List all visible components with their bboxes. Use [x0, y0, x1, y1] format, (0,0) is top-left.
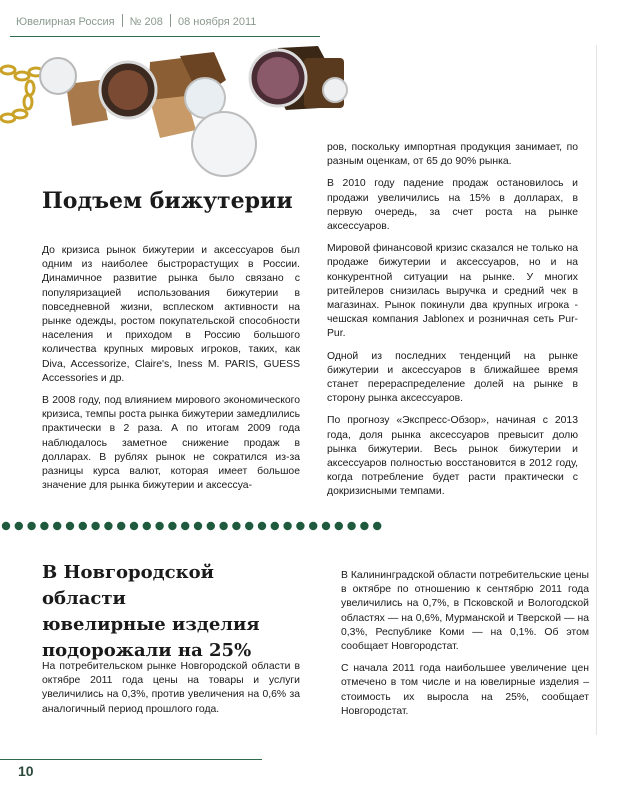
divider-dot — [27, 522, 35, 530]
divider-dot — [309, 522, 317, 530]
dotted-divider — [0, 519, 390, 533]
divider-dot — [322, 522, 330, 530]
divider-dot — [40, 522, 48, 530]
divider-dot — [271, 522, 279, 530]
page-header — [16, 14, 256, 28]
header-separator — [170, 14, 171, 27]
paragraph: В Калининградской области потребительские цены в октябре по отношению к сентябрю 2011 года увеличились на 0,7%, в Псковской и Вологодской областях — на 0,6%, Мурманской и Тверской — на 0,3%, Республике Коми — на 0,1%. Об этом сообщает Новгородстат. — [341, 570, 589, 653]
divider-dot — [53, 522, 61, 530]
article-column-right — [341, 569, 589, 727]
footer-rule — [0, 759, 262, 760]
divider-dot — [283, 522, 291, 530]
article-column-left — [42, 660, 300, 725]
divider-dot — [2, 522, 10, 530]
jewelry-photo — [0, 40, 380, 180]
divider-dot — [360, 522, 368, 530]
paragraph: По прогнозу «Экспресс-Обзор», начиная с 2013 года, доля рынка аксессуаров превысит долю рынка бижутерии. Весь рынок бижутерии и аксессуаров полностью восстановится в 2012 году, когда потребление будет расти практически с докризисными темпами. — [327, 415, 578, 498]
page-number: 10 — [18, 763, 34, 779]
divider-dot — [194, 522, 202, 530]
divider-dot — [258, 522, 266, 530]
divider-dot — [130, 522, 138, 530]
divider-dot — [117, 522, 125, 530]
divider-dot — [143, 522, 151, 530]
header-rule — [10, 36, 320, 37]
paragraph: До кризиса рынок бижутерии и аксессуаров был одним из наиболее быстрорастущих в России. Динамичное развитие рынка было связано с популяризацией использования бижутерии в повседневной жизни, всплеском активности на рынке одежды, ростом покупательской способности населения и приходом в Россию большого количества крупных мировых игроков, таких, как Diva, Accessorize, Claire's, Iness M. PARIS, GUESS Accessories и др. — [42, 245, 300, 384]
issue-date: 08 ноября 2011 — [178, 16, 257, 28]
paragraph: В 2008 году, под влиянием мирового экономического кризиса, темпы роста рынка бижутерии замедлились практически в 2 раза. А по итогам 2009 года наблюдалось заметное снижение продаж в долларах. В рублях рынок не сократился из-за разницы курса валют, которая имеет большое значение для рынка бижутерии и аксессуа- — [42, 395, 300, 492]
paragraph: ров, поскольку импортная продукция занимает, по разным оценкам, от 65 до 90% рынка. — [327, 142, 578, 168]
title-line: ювелирные изделия — [42, 614, 260, 635]
divider-dot — [181, 522, 189, 530]
divider-dot — [219, 522, 227, 530]
divider-dot — [347, 522, 355, 530]
paragraph: На потребительском рынке Новгородской области в октябре 2011 года цены на товары и услуги увеличились на 0,3%, против увеличения на 0,6% за аналогичный период прошлого года. — [42, 661, 300, 715]
paragraph: В 2010 году падение продаж остановилось и продажи увеличились на 15% в долларах, в первую очередь, за счет роста на рынке аксессуаров. — [327, 178, 578, 233]
divider-dot — [155, 522, 163, 530]
article-title — [42, 560, 302, 664]
paragraph: С начала 2011 года наибольшее увеличение цен отмечено в том числе и на ювелирные изделия – стоимость их выросла на 25%, сообщает Новгородстат. — [341, 663, 589, 717]
title-line: В Новгородской области — [42, 562, 214, 609]
column-edge-rule — [596, 45, 597, 735]
divider-dot — [79, 522, 87, 530]
divider-dot — [207, 522, 215, 530]
divider-dot — [245, 522, 253, 530]
article-column-left — [42, 244, 300, 501]
title-line: подорожали на 25% — [42, 640, 252, 661]
divider-dot — [104, 522, 112, 530]
article-column-right — [327, 141, 578, 508]
divider-dot — [15, 522, 23, 530]
article-title: Подъем бижутерии — [42, 188, 293, 214]
divider-dot — [91, 522, 99, 530]
divider-dot — [168, 522, 176, 530]
divider-dot — [335, 522, 343, 530]
issue-number: № 208 — [129, 16, 163, 28]
paragraph: Мировой финансовой кризис сказался не только на продаже бижутерии и аксессуаров, но и на конкурентной ситуации на рынке. У многих ритейлеров снизилась выручка и средний чек в магазинах. Рынок покинули два крупных игрока - чешская компания Jablonex и розничная сеть Pur-Pur. — [327, 243, 578, 340]
divider-dot — [66, 522, 74, 530]
publication-name: Ювелирная Россия — [16, 16, 115, 28]
paragraph: Одной из последних тенденций на рынке бижутерии и аксессуаров в ближайшее время станет перераспределение долей на рынке в сторону рынка аксессуаров. — [327, 350, 578, 405]
divider-dot — [373, 522, 381, 530]
divider-dot — [232, 522, 240, 530]
header-separator — [122, 14, 123, 27]
divider-dot — [296, 522, 304, 530]
